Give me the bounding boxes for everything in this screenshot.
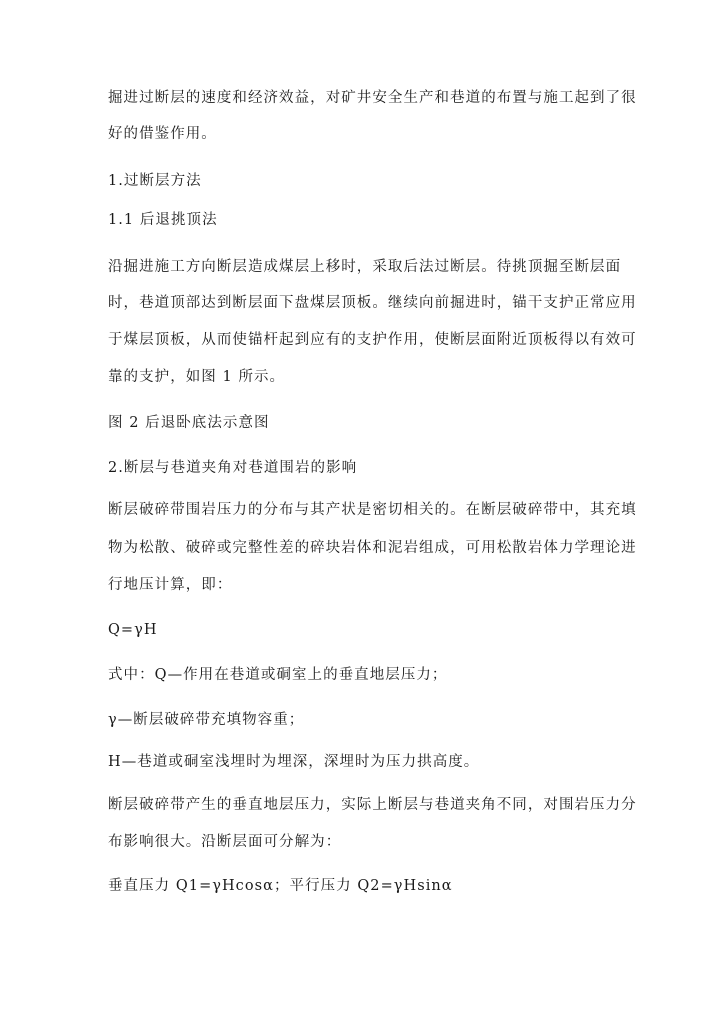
formula: 垂直压力 Q1=γHcosα；平行压力 Q2=γHsinα	[108, 878, 453, 894]
section-heading: 2.断层与巷道夹角对巷道围岩的影响	[108, 460, 358, 476]
text-line: 掘进过断层的速度和经济效益，对矿井安全生产和巷道的布置与施工起到了很	[108, 90, 637, 106]
figure-caption: 图 2 后退卧底法示意图	[108, 415, 270, 431]
section-heading: 1.过断层方法	[108, 173, 202, 189]
subsection-heading: 1.1 后退挑顶法	[108, 212, 218, 228]
text-line: 断层破碎带产生的垂直地层压力，实际上断层与巷道夹角不同，对围岩压力分	[108, 797, 637, 813]
text-line: H—巷道或硐室浅埋时为埋深，深埋时为压力拱高度。	[108, 754, 480, 770]
text-line: γ—断层破碎带充填物容重；	[108, 712, 305, 728]
text-line: 式中：Q—作用在巷道或硐室上的垂直地层压力；	[108, 667, 448, 683]
text-line: 好的借鉴作用。	[108, 126, 217, 142]
text-line: 于煤层顶板，从而使锚杆起到应有的支护作用，使断层面附近顶板得以有效可	[108, 332, 637, 348]
text-line: 断层破碎带围岩压力的分布与其产状是密切相关的。在断层破碎带中，其充填	[108, 502, 637, 518]
text-line: 时，巷道顶部达到断层面下盘煤层顶板。继续向前掘进时，锚干支护正常应用	[108, 295, 637, 311]
text-line: 行地压计算，即：	[108, 577, 233, 593]
text-line: 物为松散、破碎或完整性差的碎块岩体和泥岩组成，可用松散岩体力学理论进	[108, 540, 637, 556]
formula: Q=γH	[108, 622, 158, 638]
text-line: 靠的支护，如图 1 所示。	[108, 369, 286, 385]
text-line: 沿掘进施工方向断层造成煤层上移时，采取后法过断层。待挑顶掘至断层面	[108, 259, 622, 275]
text-line: 布影响很大。沿断层面可分解为：	[108, 834, 342, 850]
